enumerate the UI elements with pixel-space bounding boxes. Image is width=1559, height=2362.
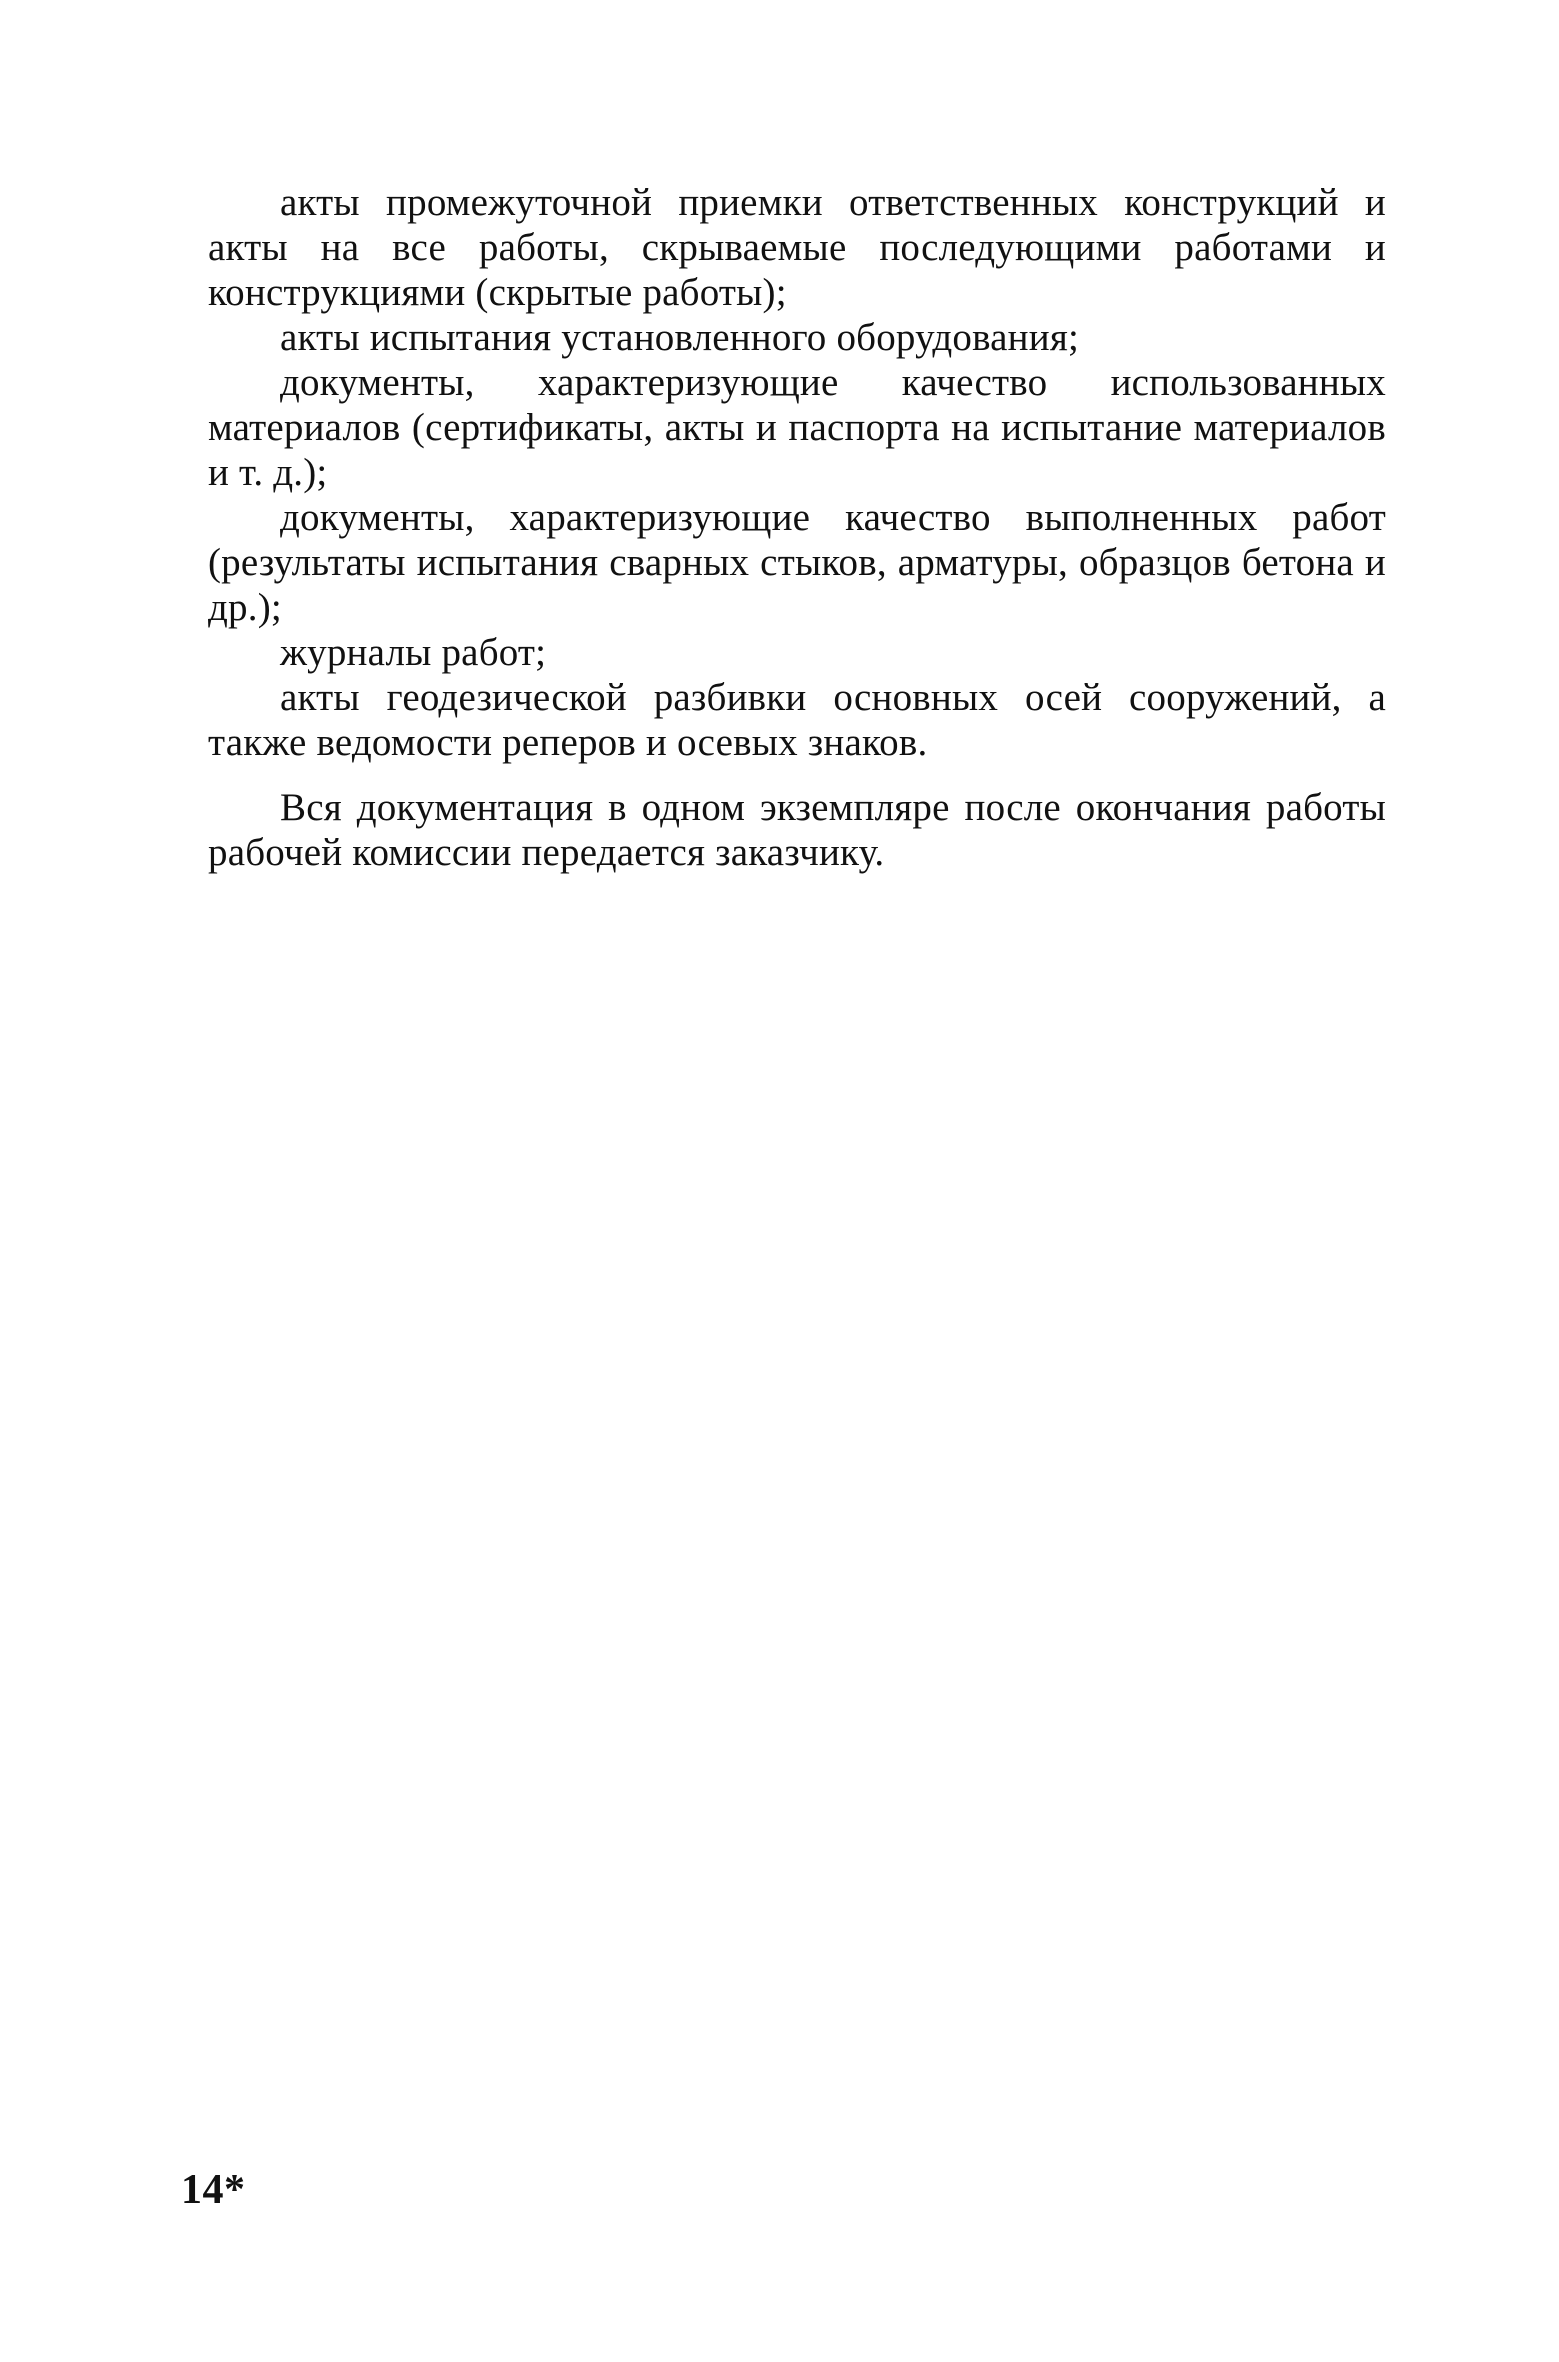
paragraph-materials-quality: документы, характеризующие качество использованных материалов (сертификаты, акты и паспорта на испытание материалов и т. д.); — [208, 361, 1386, 494]
paragraph-equipment-tests: акты испытания установленного оборудования; — [280, 316, 1079, 359]
paragraph-work-logs: журналы работ; — [280, 631, 547, 674]
paragraph-geodetic-layout: акты геодезической разбивки основных осей сооружений, а также ведомости реперов и осевых знаков. — [208, 676, 1386, 764]
paragraph-documentation-transfer: Вся документация в одном экземпляре после окончания работы рабочей комиссии передается заказчику. — [208, 786, 1386, 874]
page-number: 14* — [181, 2167, 246, 2213]
paragraph-intermediate-acceptance: акты промежуточной приемки ответственных конструкций и акты на все работы, скрываемые последующими работами и конструкциями (скрытые работы); — [208, 181, 1386, 314]
body-text — [208, 180, 1386, 875]
paragraph-works-quality: документы, характеризующие качество выполненных работ (результаты испытания сварных стыков, арматуры, образцов бетона и др.); — [208, 496, 1386, 629]
